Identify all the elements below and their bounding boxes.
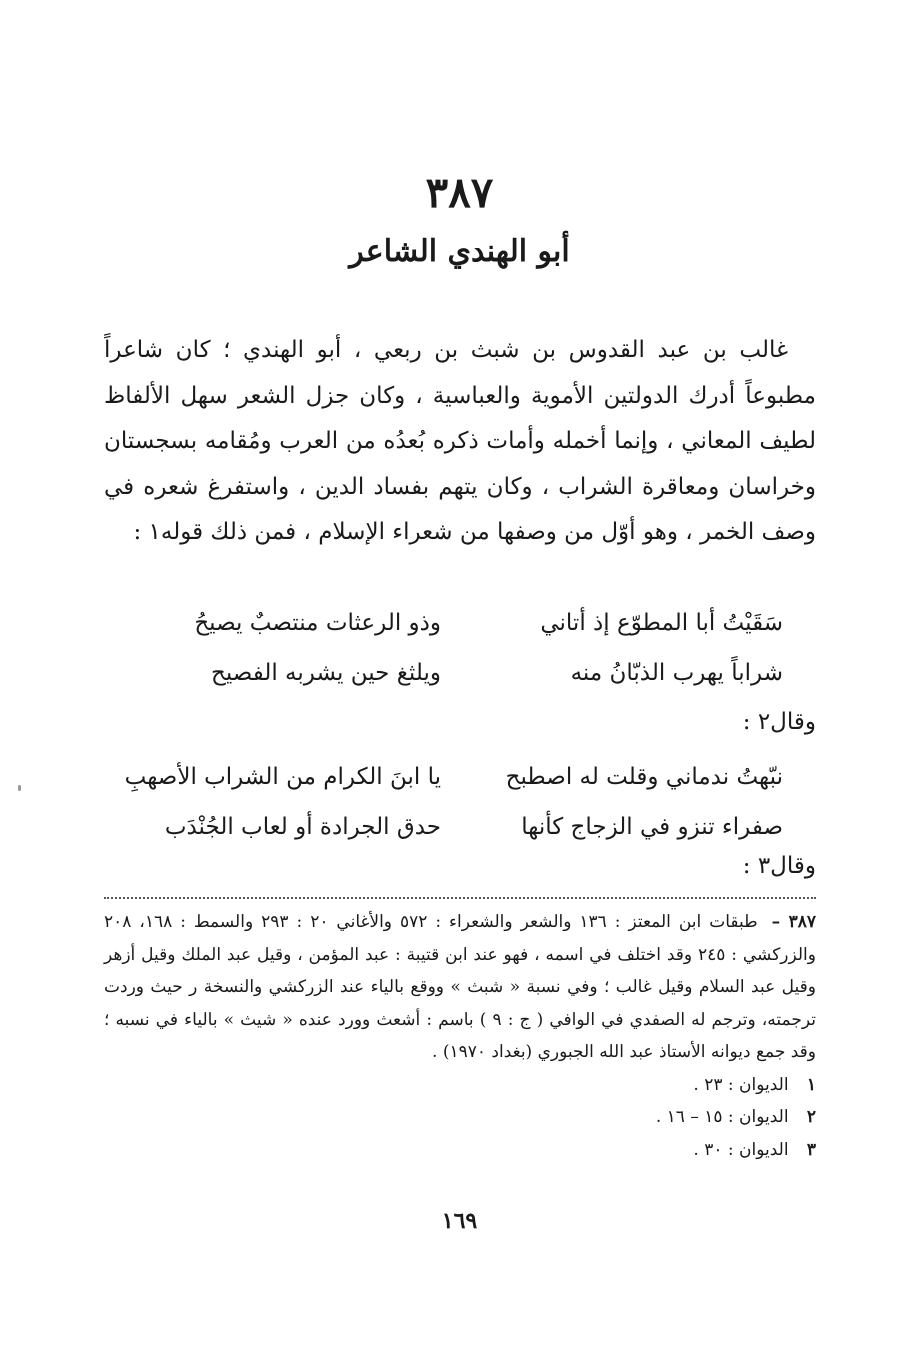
footnote-index: ٢ — [806, 1107, 816, 1127]
entry-number: ٣٨٧ — [425, 168, 494, 217]
footnote-text: الديوان : ١٥ – ١٦ . — [655, 1107, 789, 1127]
poem-3-intro: وقال٣ : — [742, 853, 816, 879]
biography-paragraph — [104, 328, 816, 556]
verse-second-hemistich: يا ابنَ الكرام من الشراب الأصهبِ — [124, 764, 441, 790]
footnote-item — [104, 1134, 816, 1167]
footnote-divider — [104, 897, 816, 899]
footnote-main — [104, 906, 816, 1069]
entry-title: أبو الهندي الشاعر — [349, 234, 570, 269]
footnote-text: الديوان : ٢٣ . — [693, 1074, 789, 1095]
verse-line — [124, 752, 783, 802]
footnote-sources-text: طبقات ابن المعتز : ١٣٦ والشعر والشعراء : ٥٧٢ والأغاني ٢٠ : ٢٩٣ والسمط : ١٦٨، ٢٠٨ والزركشي : ٢٤٥ وقد اختلف في اسمه ، فهو عند ابن قتيبة : عبد المؤمن ، وقيل عبد الملك وقيل أزهر وقيل عبد السلام وقيل غالب ؛ وفي نسبة « شبث » ووقع بالياء عند الزركشي والنسخة ر حيث وردت ترجمته، وترجم له الصفدي في الوافي ( ج : ٩ ) باسم : أشعث وورد عنده « شيث » بالياء في نسبه ؛ وقد جمع ديوانه الأستاذ عبد الله الجبوري (بغداد ١٩٧٠) . — [104, 912, 816, 1062]
footnote-index: ٣ — [806, 1139, 816, 1160]
verse-first-hemistich: نبّهتُ ندماني وقلت له اصطبح — [505, 764, 783, 790]
verse-first-hemistich: صفراء تنزو في الزجاج كأنها — [521, 814, 783, 840]
verse-second-hemistich: وذو الرعثات منتصبٌ يصيحُ — [194, 610, 441, 636]
poem-2-intro: وقال٢ : — [742, 709, 816, 735]
verse-line — [131, 598, 783, 648]
page-number: ١٦٩ — [441, 1208, 478, 1234]
footnote-text: الديوان : ٣٠ . — [693, 1139, 789, 1160]
verse-line — [131, 648, 783, 698]
verse-second-hemistich: ويلثغ حين يشربه الفصيح — [210, 660, 441, 686]
footnote-item — [104, 1101, 816, 1134]
footnote-item — [104, 1069, 816, 1102]
poem-1 — [131, 598, 783, 698]
poem-2 — [124, 752, 783, 852]
footnotes — [104, 906, 816, 1166]
verse-first-hemistich: شراباً يهرب الذبّانُ منه — [570, 660, 783, 686]
verse-line — [131, 802, 783, 852]
biography-text: غالب بن عبد القدوس بن شبث بن ربعي ، أبو الهندي ؛ كان شاعراً مطبوعاً أدرك الدولتين الأموية والعباسية ، وكان جزل الشعر سهل الألفاظ لطيف المعاني ، وإنما أخمله وأمات ذكره بُعدُه من العرب ومُقامه بسجستان وخراسان ومعاقرة الشراب ، وكان يتهم بفساد الدين ، واستفرغ شعره في وصف الخمر ، وهو أوّل من وصفها من شعراء الإسلام ، فمن ذلك قوله١ : — [104, 337, 816, 545]
footnote-index: ١ — [806, 1074, 816, 1095]
verse-second-hemistich: حدق الجرادة أو لعاب الجُنْدَب — [164, 814, 441, 840]
scan-speck — [18, 785, 21, 791]
footnote-entry-number: ٣٨٧ – — [771, 912, 817, 932]
verse-first-hemistich: سَقَيْتُ أبا المطوّع إذ أتاني — [540, 610, 783, 636]
